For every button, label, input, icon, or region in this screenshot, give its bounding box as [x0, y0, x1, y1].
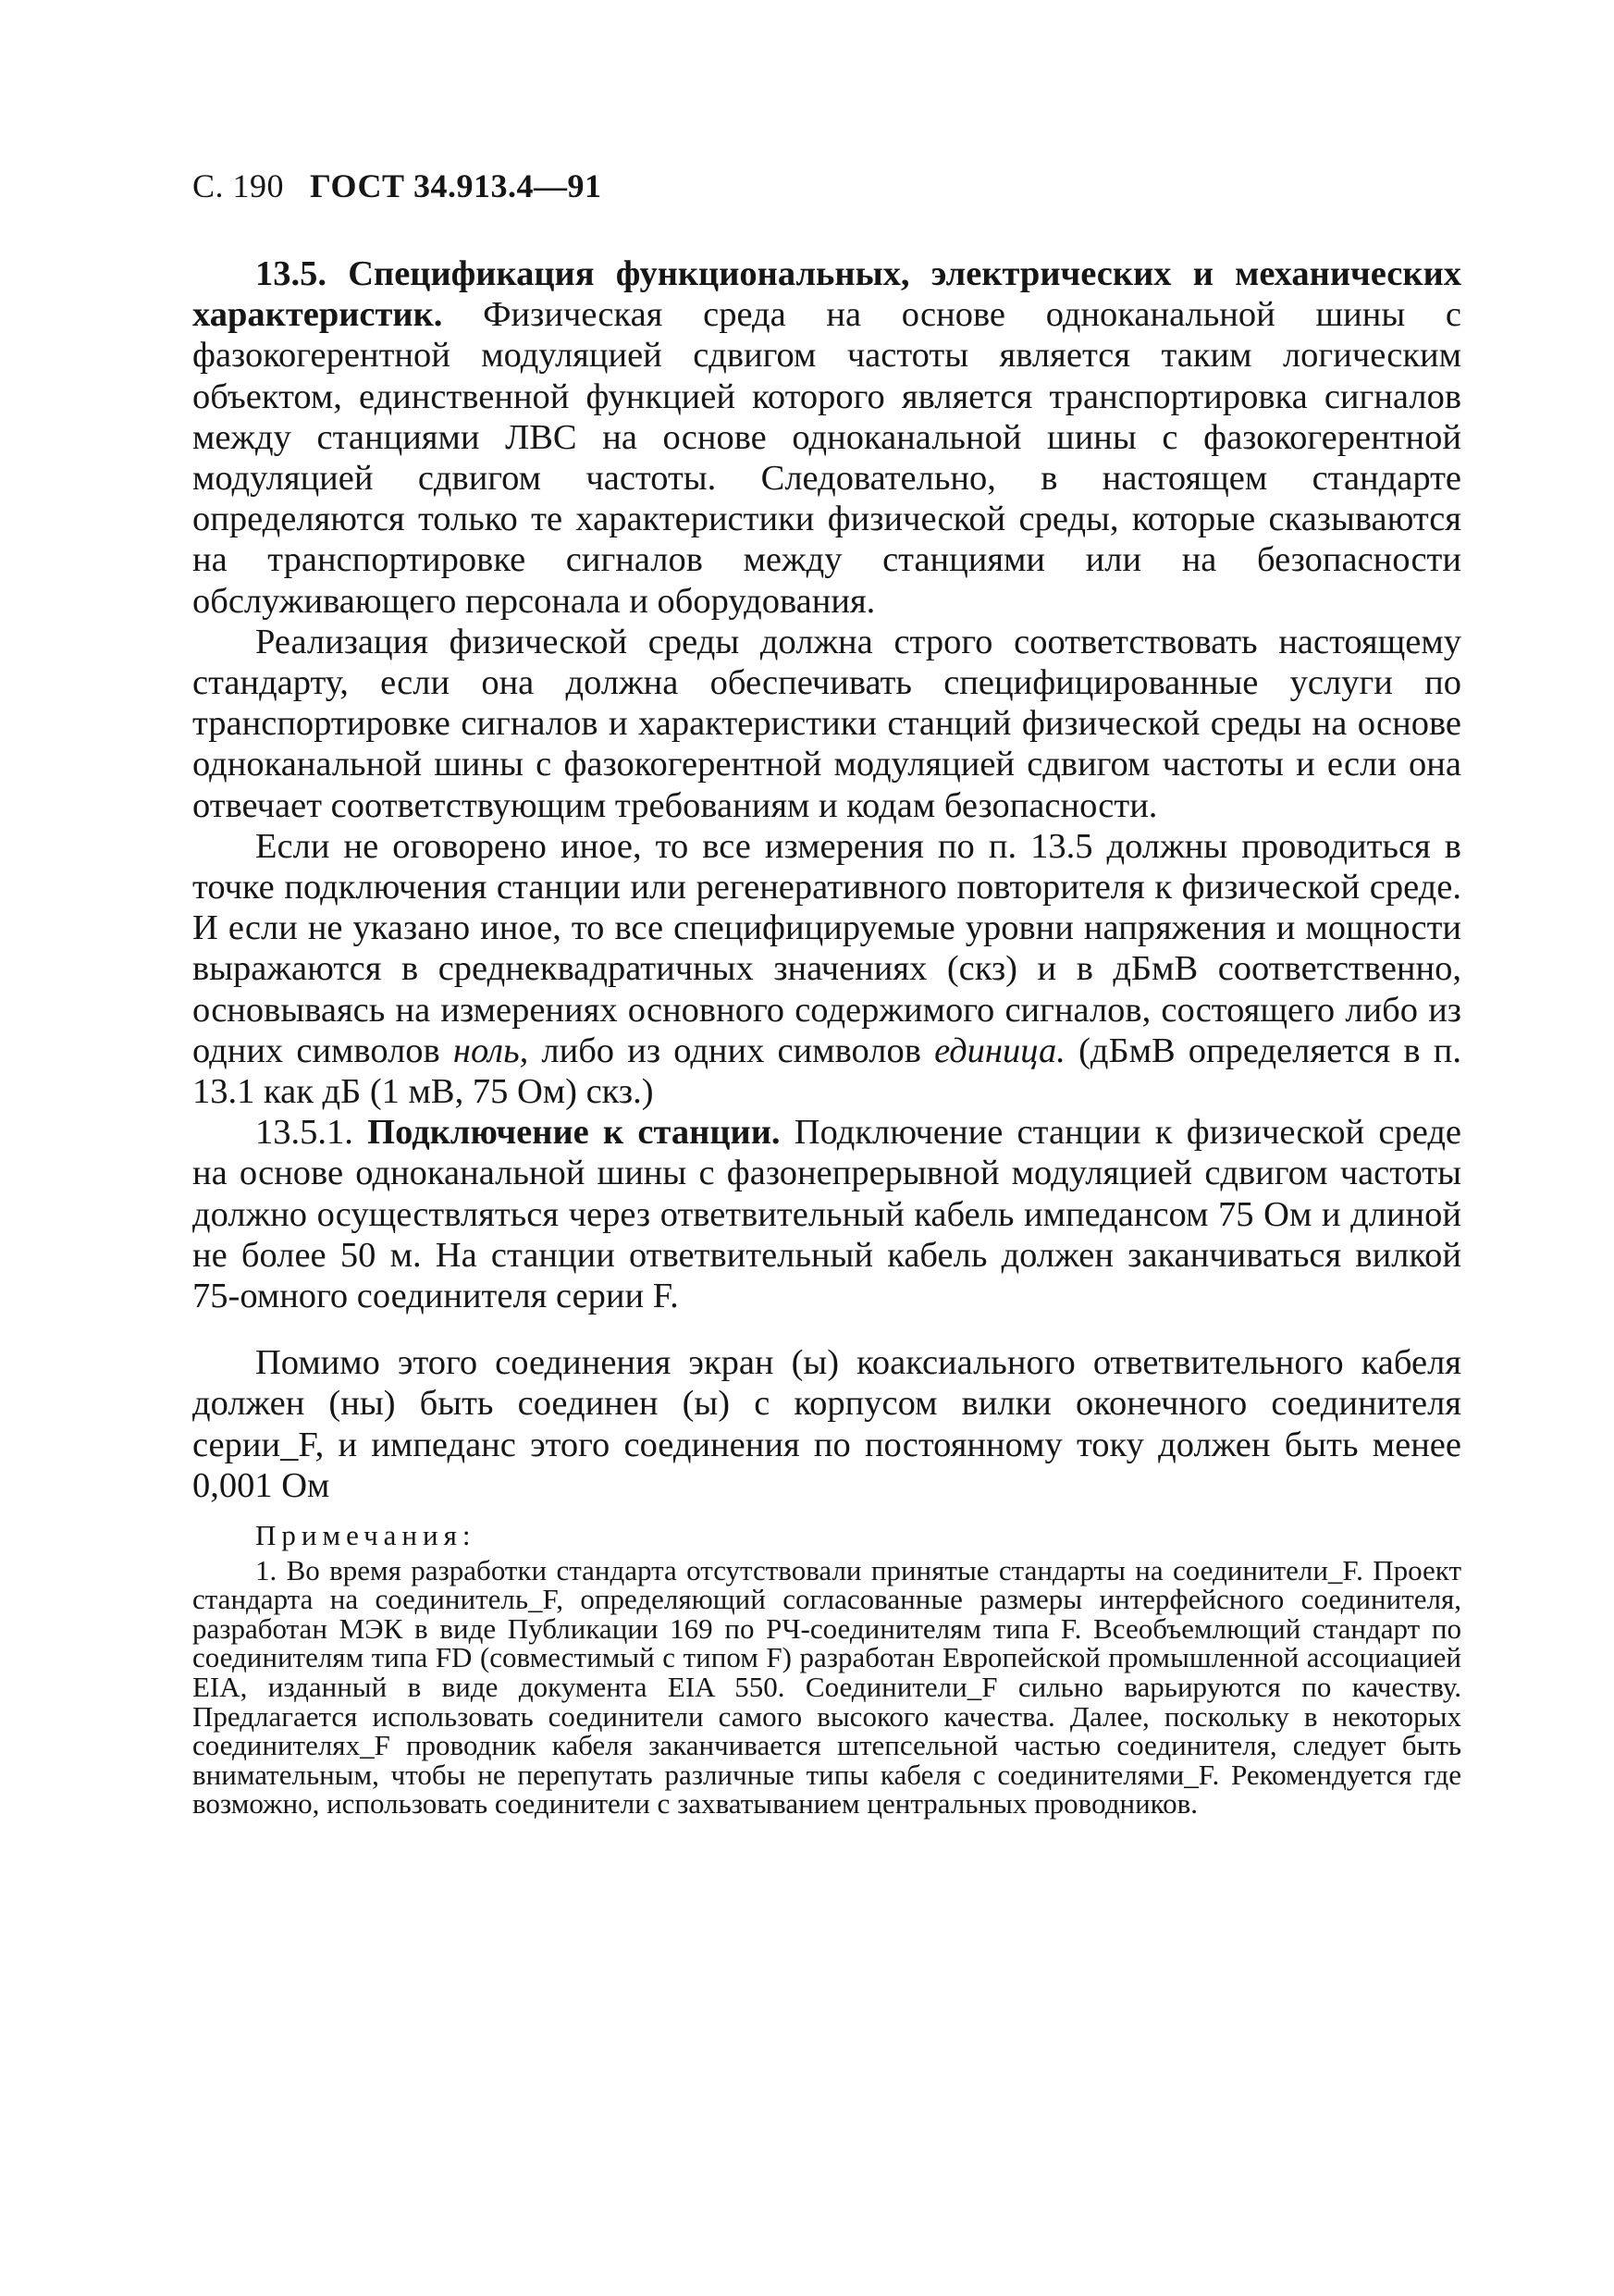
section-number: 13.5. [255, 254, 326, 293]
notes-block [192, 1521, 1461, 1819]
section-title: Спецификация функциональных, электрических и механических характеристик. [192, 254, 1462, 335]
paragraph-text: Подключение станции к физической среде на основе одноканальной шины с фазонепрерывной модуляцией сдвигом частоты должно осуществляться через ответвительный кабель импедансом 75 Ом и длиной не более 50 м. На станции ответвительный кабель должен заканчиваться вилкой 75-омного соединителя серии F. [192, 1113, 1462, 1316]
section-title: Подключение к станции. [367, 1113, 781, 1153]
paragraph-text: (дБмВ определяется в п. 13.1 как дБ (1 мВ, 75 Ом) скз.) [192, 1031, 1461, 1112]
document-page [192, 167, 1461, 1819]
page-number: С. 190 [192, 167, 285, 204]
main-text [192, 253, 1461, 1506]
paragraph-implementation: Реализация физической среды должна строго соответствовать настоящему стандарту, если она должна обеспечивать специфицированные услуги по транспортировке сигналов и характеристики станций физической среды на основе одноканальной шины с фазокогерентной модуляцией сдвигом частоты и если она отвечает соответствующим требованиям и кодам безопасности. [192, 622, 1461, 825]
paragraph-measurements [192, 826, 1461, 1112]
paragraph-13-5-1 [192, 1112, 1461, 1316]
running-header [192, 167, 1461, 205]
paragraph-text: Физическая среда на основе одноканальной шины с фазокогерентной модуляцией сдвигом частоты является таким логическим объектом, единственной функцией которого является транспортировка сигналов между станциями ЛВС на основе одноканальной шины с фазокогерентной модуляцией сдвигом частоты. Следовательно, в настоящем стандарте определяются только те характеристики физической среды, которые сказываются на транспортировке сигналов между станциями или на безопасности обслуживающего персонала и оборудования. [192, 295, 1461, 621]
paragraph-shield-connection: Помимо этого соединения экран (ы) коаксиального ответвительного кабеля должен (ны) быть соединен (ы) с корпусом вилки оконечного соединителя серии_F, и импеданс этого соединения по постоянному току должен быть менее 0,001 Ом [192, 1343, 1461, 1505]
paragraph-text: либо из одних символов [541, 1031, 921, 1070]
note-item-1: 1. Во время разработки стандарта отсутствовали принятые стандарты на соединители_F. Проект стандарта на соединитель_F, определяющий согласованные размеры интерфейсного соединителя, разработан МЭК в виде Публикации 169 по РЧ-соединителям типа F. Всеобъемлющий стандарт по соединителям типа FD (совместимый с типом F) разработан Европейской промышленной ассоциацией EIA, изданный в виде документа EIA 550. Соединители_F сильно варьируются по качеству. Предлагается использовать соединители самого высокого качества. Далее, поскольку в некоторых соединителях_F проводник кабеля заканчивается штепсельной частью соединителя, следует быть внимательным, чтобы не перепутать различные типы кабеля с соединителями_F. Рекомендуется где возможно, использовать соединители с захватыванием центральных проводников. [192, 1553, 1461, 1821]
paragraph-text: Если не оговорено иное, то все измерения по п. 13.5 должны проводиться в точке подключения станции или регенеративного повторителя к физической среде. И если не указано иное, то все специфицируемые уровни напряжения и мощности выражаются в среднеквадратичных значениях (скз) и в дБмВ соответственно, основываясь на измерениях основного содержимого сигналов, состоящего либо из одних символов [192, 826, 1461, 1070]
notes-title: Примечания: [255, 1519, 476, 1552]
symbol-one: единица. [934, 1031, 1066, 1070]
paragraph-13-5 [192, 253, 1461, 622]
standard-designation: ГОСТ 34.913.4—91 [310, 167, 602, 204]
symbol-zero: ноль, [452, 1031, 529, 1070]
section-number: 13.5.1. [255, 1113, 353, 1153]
